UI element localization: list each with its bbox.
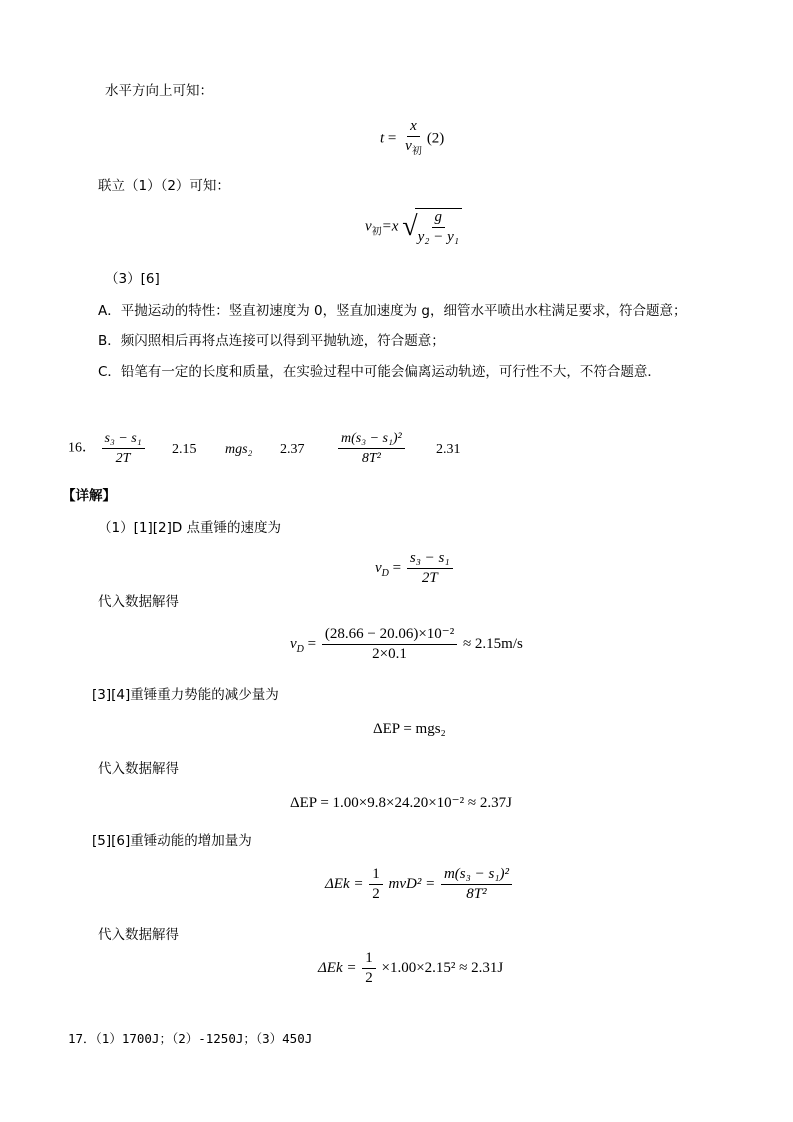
q17-answer: 17．（1）1700J；（2）-1250J；（3）450J — [68, 1031, 313, 1046]
q16-answer-6: 2.31 — [436, 442, 461, 457]
step2-text: [3][4]重锤重力势能的减少量为 — [92, 687, 279, 703]
equation-v-initial — [365, 208, 464, 246]
equation-t-lhs: t — [380, 130, 385, 147]
equation-vd-numeric-numerator: (28.66 − 20.06)×10⁻² — [322, 626, 457, 645]
substitute-text-2: 代入数据解得 — [98, 761, 179, 777]
sqrt-sign: √ — [402, 211, 418, 242]
option-c: C．铅笔有一定的长度和质量，在实验过程中可能会偏离运动轨迹，可行性不大，不符合题意． — [98, 364, 661, 380]
equation-t-numerator: x — [407, 118, 420, 137]
equation-ek-numeric-half-numerator: 1 — [362, 950, 376, 969]
subquestion-3-label: （3）[6] — [105, 271, 160, 287]
option-b: B．频闪照相后再将点连接可以得到平抛轨迹，符合题意； — [98, 333, 445, 349]
step1-text: （1）[1][2]D 点重锤的速度为 — [98, 520, 282, 536]
equation-t-denominator-sub: 初 — [411, 146, 422, 157]
equation-t-tag: (2) — [426, 130, 445, 147]
equation-ek-numerator: m(s₃ − s₁)² — [441, 866, 512, 885]
q16-answer-line — [68, 430, 147, 467]
combine-text: 联立（1）（2）可知： — [98, 178, 230, 194]
equation-ek-lhs: ΔEk = — [325, 875, 364, 892]
substitute-text-3: 代入数据解得 — [98, 927, 179, 943]
equation-vd-numeric-lhs: v — [290, 635, 297, 652]
equation-ek-numeric-half-denominator: 2 — [365, 970, 373, 986]
horizontal-direction-text: 水平方向上可知： — [105, 83, 213, 99]
equation-v-lhs: v — [365, 218, 372, 235]
equation-t-denominator-v: v — [405, 138, 412, 154]
q16-answer-3: mgs₂ — [225, 442, 253, 457]
q16-answer-5-denominator: 8T² — [361, 451, 381, 466]
equation-vd-numeric-sub: D — [296, 643, 304, 655]
equation-vd-numeric: $v_D$ = $\frac{\text{(28.66 − 20.06)×10⁻²}}{2\times 0.1}$ ≈ 2.15m/s — [290, 626, 523, 662]
q16-answer-2: 2.15 — [172, 442, 197, 457]
detail-heading: 【详解】 — [62, 488, 116, 504]
equation-ek — [325, 866, 514, 903]
q16-number: 16． — [68, 440, 96, 456]
equation-v-numerator: g — [432, 209, 446, 228]
q16-answer-1 — [102, 430, 145, 467]
equation-vd-numeric-denominator: 2×0.1 — [372, 646, 407, 662]
q16-answer-1-denominator: 2T — [115, 451, 131, 466]
equation-t: t = $\frac{x}{v_初}$ (2) — [380, 118, 444, 160]
equation-ek-half-numerator: 1 — [369, 866, 383, 885]
equation-ek-numeric-rest: ×1.00×2.15² ≈ 2.31J — [381, 959, 504, 976]
option-a: A．平抛运动的特性：竖直初速度为 0，竖直加速度为 g，细管水平喷出水柱满足要求，符合题意； — [98, 303, 687, 319]
equation-vd: $v_D$ = $\frac{\text{s₃ − s₁}}{2T}$ — [375, 550, 455, 587]
equation-v-denominator: y₂ − y₁ — [417, 229, 459, 245]
equation-v-eq: =x — [381, 218, 399, 235]
equation-ep: ΔEP = mgs₂ — [373, 721, 446, 737]
equation-ek-numeric — [318, 950, 503, 987]
equation-ek-numeric-lhs: ΔEk = — [318, 959, 357, 976]
equation-v-lhs-sub: 初 — [371, 226, 382, 238]
q16-answer-5-numerator: m(s₃ − s₁)² — [338, 430, 405, 449]
equation-vd-numerator: s₃ − s₁ — [407, 550, 453, 569]
equation-ep-numeric: ΔEP = 1.00×9.8×24.20×10⁻² ≈ 2.37J — [290, 795, 512, 811]
equation-ek-denominator: 8T² — [466, 886, 487, 902]
equation-vd-numeric-result: ≈ 2.15m/s — [462, 635, 523, 652]
equation-vd-denominator: 2T — [421, 570, 438, 586]
equation-vd-lhs: v — [375, 559, 382, 576]
equation-v-fraction — [415, 208, 462, 246]
step3-text: [5][6]重锤动能的增加量为 — [92, 833, 252, 849]
q16-answer-5 — [336, 430, 407, 467]
equation-ek-mid: mvD² = — [388, 875, 436, 892]
q16-answer-1-numerator: s₃ − s₁ — [102, 430, 145, 449]
substitute-text-1: 代入数据解得 — [98, 594, 179, 610]
equation-t-fraction — [402, 118, 425, 160]
q16-answer-4: 2.37 — [280, 442, 305, 457]
equation-ek-half-denominator: 2 — [372, 886, 380, 902]
equation-vd-sub: D — [381, 567, 389, 579]
